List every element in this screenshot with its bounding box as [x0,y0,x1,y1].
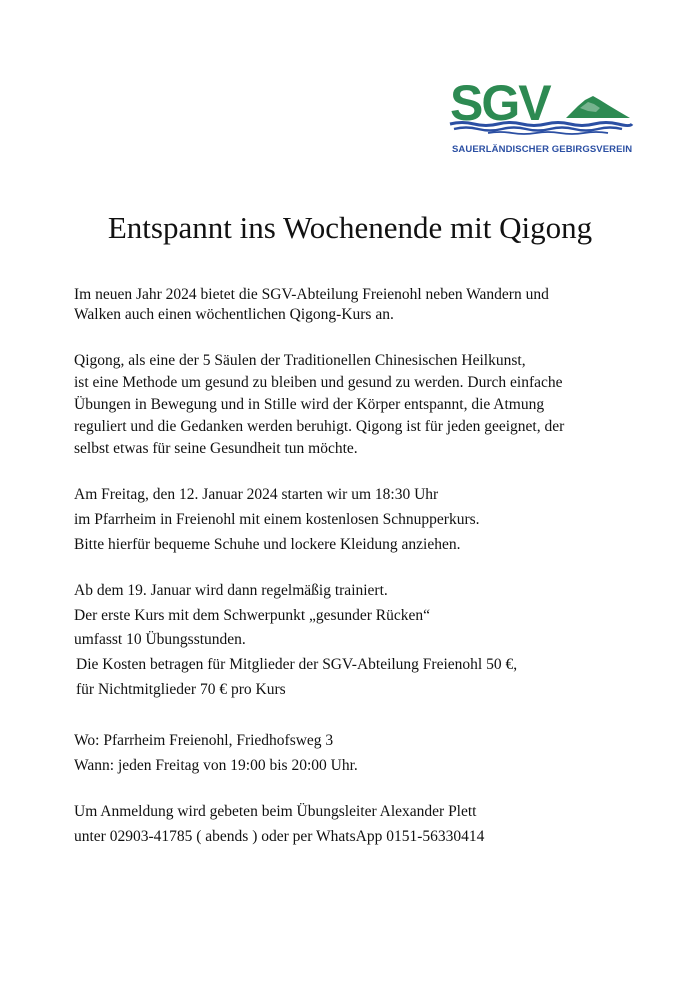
document-title: Entspannt ins Wochenende mit Qigong [107,210,593,245]
logo-subtitle: SAUERLÄNDISCHER GEBIRGSVEREIN [452,144,633,155]
paragraph-line: Im neuen Jahr 2024 bietet die SGV-Abteilung Freienohl neben Wandern und [74,286,549,303]
paragraph-line: Ab dem 19. Januar wird dann regelmäßig trainiert. [74,582,388,599]
paragraph-line: Übungen in Bewegung und in Stille wird der Körper entspannt, die Atmung [74,396,545,413]
paragraph-line: reguliert und die Gedanken werden beruhigt. Qigong ist für jeden geeignet, der [74,418,565,435]
paragraph-line: selbst etwas für seine Gesundheit tun möchte. [74,440,358,457]
paragraph-line: unter 02903-41785 ( abends ) oder per WhatsApp 0151-56330414 [74,828,485,845]
paragraph-line: Bitte hierfür bequeme Schuhe und lockere Kleidung anziehen. [74,536,461,553]
paragraph-line: Qigong, als eine der 5 Säulen der Traditionellen Chinesischen Heilkunst, [74,352,526,369]
paragraph-line: Um Anmeldung wird gebeten beim Übungsleiter Alexander Plett [74,803,477,820]
sgv-logo [448,78,648,162]
paragraph-line: im Pfarrheim in Freienohl mit einem kostenlosen Schnupperkurs. [74,511,480,528]
sgv-logo-mark [448,78,648,138]
paragraph-line: Die Kosten betragen für Mitglieder der SGV-Abteilung Freienohl 50 €, [76,656,518,673]
paragraph-line: Wann: jeden Freitag von 19:00 bis 20:00 Uhr. [74,757,358,774]
paragraph-line: ist eine Methode um gesund zu bleiben und gesund zu werden. Durch einfache [74,374,563,391]
paragraph-line: Walken auch einen wöchentlichen Qigong-Kurs an. [74,306,394,323]
paragraph-line: für Nichtmitglieder 70 € pro Kurs [76,681,286,698]
paragraph-line: Wo: Pfarrheim Freienohl, Friedhofsweg 3 [74,732,334,749]
paragraph-line: Am Freitag, den 12. Januar 2024 starten wir um 18:30 Uhr [74,486,439,503]
sgv-wordmark: SGV [450,78,550,131]
paragraph-line: umfasst 10 Übungsstunden. [74,631,246,648]
paragraph-line: Der erste Kurs mit dem Schwerpunkt „gesunder Rücken“ [74,607,430,624]
